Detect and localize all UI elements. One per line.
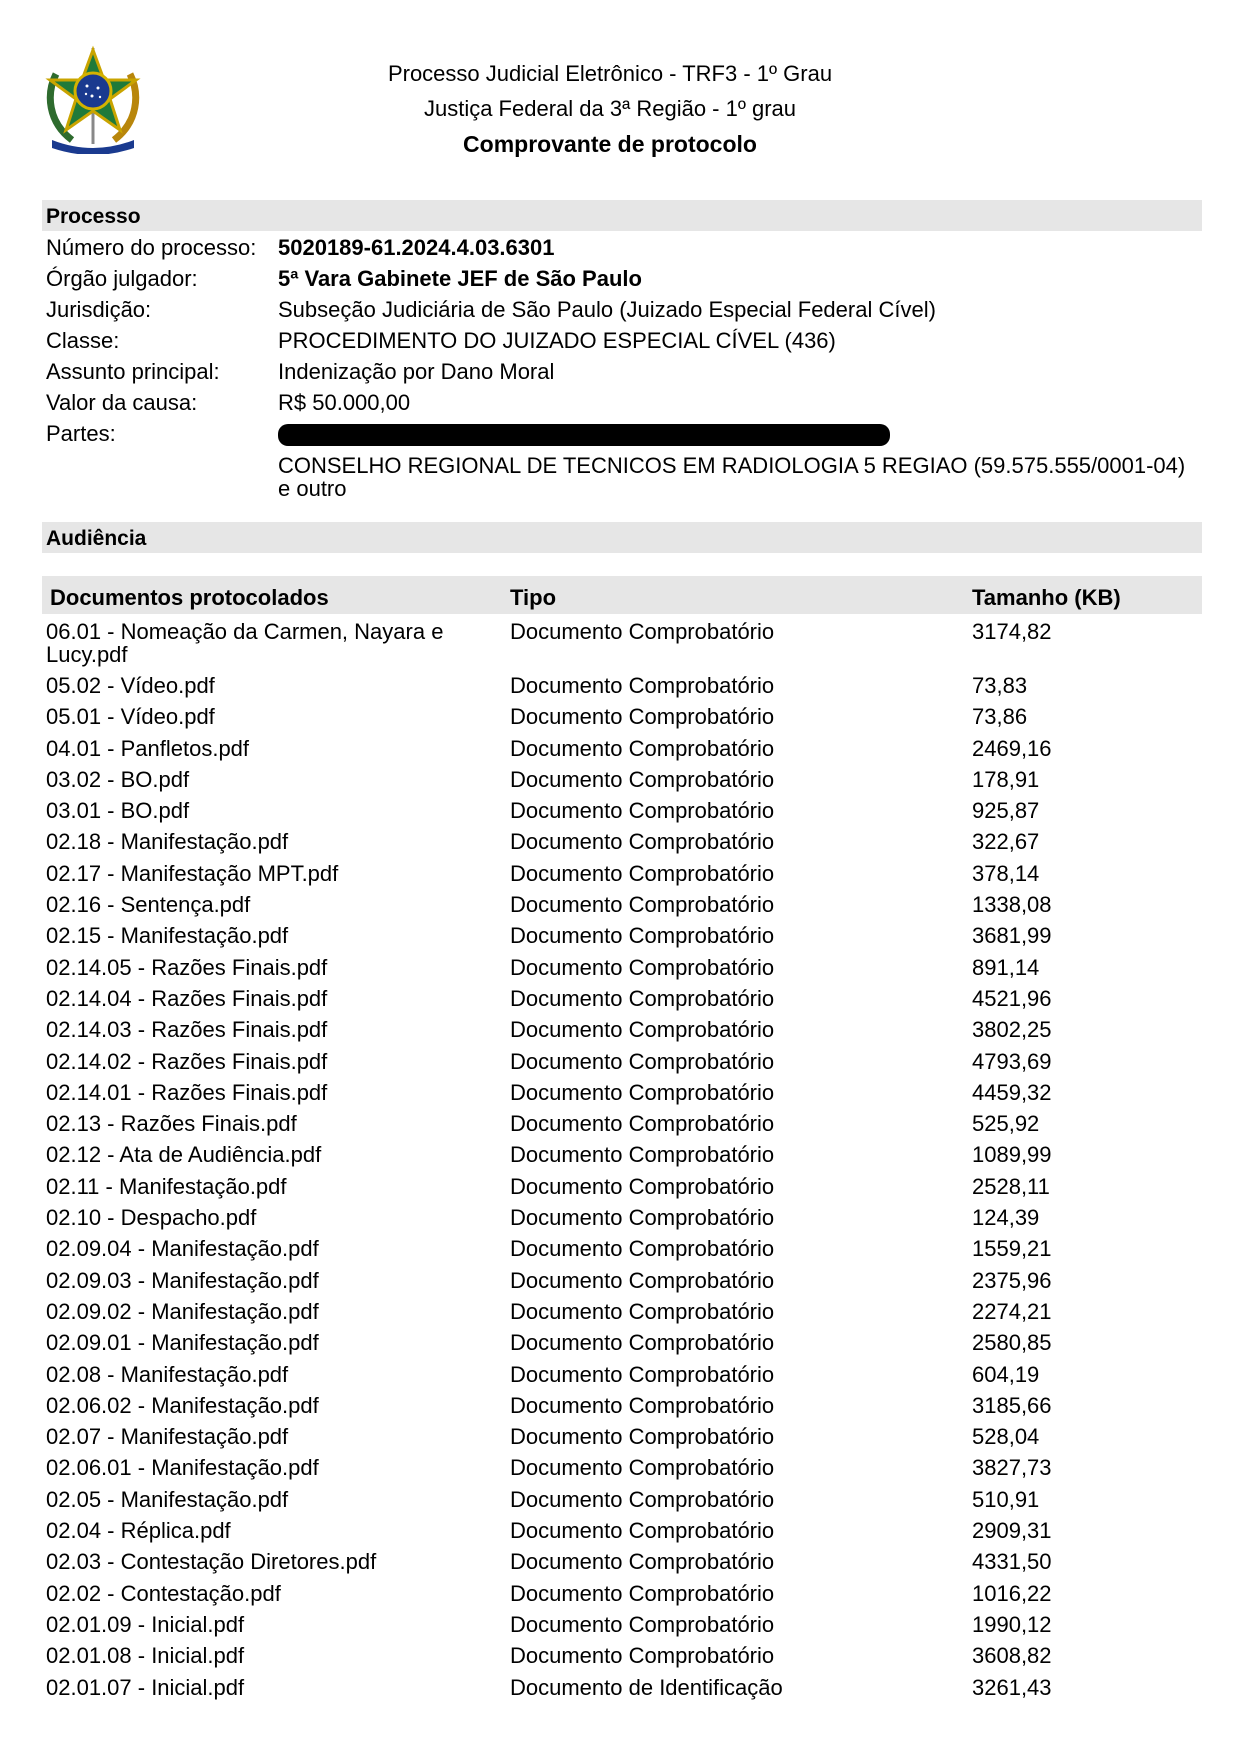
info-row-orgao xyxy=(46,263,1202,294)
value-assunto: Indenização por Dano Moral xyxy=(278,359,555,384)
cell-tipo: Documento Comprobatório xyxy=(510,1048,775,1074)
section-audiencia: Audiência xyxy=(42,522,1202,553)
label-orgao: Órgão julgador: xyxy=(46,266,198,291)
cell-tamanho: 2528,11 xyxy=(972,1173,1050,1199)
cell-nome: 02.03 - Contestação Diretores.pdf xyxy=(46,1549,377,1575)
cell-tipo: Documento Comprobatório xyxy=(510,619,775,644)
cell-nome: 02.14.03 - Razões Finais.pdf xyxy=(46,1017,328,1043)
redaction-bar xyxy=(278,424,890,446)
info-row-numero xyxy=(46,232,1202,263)
cell-nome: 02.02 - Contestação.pdf xyxy=(46,1580,281,1606)
cell-nome: 05.01 - Vídeo.pdf xyxy=(46,704,215,730)
cell-tipo: Documento Comprobatório xyxy=(510,1486,775,1512)
value-orgao: 5ª Vara Gabinete JEF de São Paulo xyxy=(278,266,642,291)
cell-tamanho: 528,04 xyxy=(972,1424,1040,1450)
section-processo: Processo xyxy=(42,200,1202,231)
cell-tipo: Documento Comprobatório xyxy=(510,1518,775,1544)
value-partes: CONSELHO REGIONAL DE TECNICOS EM RADIOLOGIA 5 REGIAO (59.575.555/0001-04) e outro xyxy=(278,453,1186,501)
table-row xyxy=(46,1456,1202,1487)
cell-tamanho: 1990,12 xyxy=(972,1611,1052,1637)
cell-nome: 02.16 - Sentença.pdf xyxy=(46,892,251,918)
table-row xyxy=(46,674,1202,705)
cell-nome: 02.09.03 - Manifestação.pdf xyxy=(46,1267,319,1293)
cell-tamanho: 3681,99 xyxy=(972,923,1052,949)
cell-tamanho: 1016,22 xyxy=(972,1580,1052,1606)
cell-tipo: Documento Comprobatório xyxy=(510,673,775,698)
cell-tamanho: 2469,16 xyxy=(972,735,1052,761)
table-row xyxy=(46,1143,1202,1174)
label-numero: Número do processo: xyxy=(46,235,257,260)
col-header-tamanho: Tamanho (KB) xyxy=(972,585,1121,610)
cell-tamanho: 1559,21 xyxy=(972,1236,1052,1262)
label-partes: Partes: xyxy=(46,421,116,446)
table-row xyxy=(46,620,1202,674)
cell-tipo: Documento Comprobatório xyxy=(510,1580,775,1606)
cell-tipo: Documento Comprobatório xyxy=(510,1111,775,1137)
label-jurisdicao: Jurisdição: xyxy=(46,297,152,322)
cell-tamanho: 510,91 xyxy=(972,1486,1040,1512)
label-classe: Classe: xyxy=(46,328,120,353)
table-row xyxy=(46,737,1202,768)
cell-tamanho: 73,83 xyxy=(972,673,1028,698)
cell-tipo: Documento Comprobatório xyxy=(510,766,775,792)
table-row xyxy=(46,1050,1202,1081)
table-row xyxy=(46,1676,1202,1707)
cell-nome: 02.07 - Manifestação.pdf xyxy=(46,1424,289,1450)
cell-tamanho: 3185,66 xyxy=(972,1392,1052,1418)
cell-nome: 02.13 - Razões Finais.pdf xyxy=(46,1111,297,1137)
cell-tamanho: 3174,82 xyxy=(972,619,1052,644)
value-jurisdicao: Subseção Judiciária de São Paulo (Juizado Especial Federal Cível) xyxy=(278,297,936,322)
table-row xyxy=(46,1237,1202,1268)
cell-tipo: Documento Comprobatório xyxy=(510,1361,775,1387)
info-row-partes xyxy=(46,418,1202,454)
table-row xyxy=(46,1550,1202,1581)
cell-tamanho: 4331,50 xyxy=(972,1549,1052,1575)
cell-tipo: Documento Comprobatório xyxy=(510,1611,775,1637)
cell-nome: 02.09.04 - Manifestação.pdf xyxy=(46,1236,319,1262)
cell-tamanho: 3608,82 xyxy=(972,1643,1052,1669)
cell-tamanho: 322,67 xyxy=(972,829,1040,855)
cell-tamanho: 2274,21 xyxy=(972,1298,1052,1324)
cell-nome: 02.05 - Manifestação.pdf xyxy=(46,1486,289,1512)
table-row xyxy=(46,705,1202,736)
cell-tipo: Documento Comprobatório xyxy=(510,1173,775,1199)
table-row xyxy=(46,987,1202,1018)
table-row xyxy=(46,1363,1202,1394)
cell-tipo: Documento Comprobatório xyxy=(510,1079,775,1105)
cell-tipo: Documento Comprobatório xyxy=(510,735,775,761)
cell-tipo: Documento Comprobatório xyxy=(510,1549,775,1575)
table-row xyxy=(46,956,1202,987)
cell-nome: 02.18 - Manifestação.pdf xyxy=(46,829,289,855)
cell-nome: 02.09.02 - Manifestação.pdf xyxy=(46,1298,319,1324)
cell-tipo: Documento Comprobatório xyxy=(510,704,775,730)
cell-tipo: Documento de Identificação xyxy=(510,1674,783,1700)
cell-tamanho: 3827,73 xyxy=(972,1455,1052,1481)
table-row xyxy=(46,1488,1202,1519)
cell-tipo: Documento Comprobatório xyxy=(510,1017,775,1043)
cell-tamanho: 124,39 xyxy=(972,1205,1040,1231)
cell-tamanho: 925,87 xyxy=(972,798,1040,824)
table-row xyxy=(46,862,1202,893)
cell-tamanho: 3802,25 xyxy=(972,1017,1052,1043)
col-header-tipo: Tipo xyxy=(510,585,557,610)
cell-tipo: Documento Comprobatório xyxy=(510,1142,775,1168)
cell-nome: 02.10 - Despacho.pdf xyxy=(46,1205,257,1231)
cell-tipo: Documento Comprobatório xyxy=(510,1267,775,1293)
info-row-classe xyxy=(46,325,1202,356)
cell-nome: 02.06.01 - Manifestação.pdf xyxy=(46,1455,319,1481)
cell-tamanho: 3261,43 xyxy=(972,1674,1052,1700)
table-row xyxy=(46,893,1202,924)
cell-tamanho: 4459,32 xyxy=(972,1079,1052,1105)
documents-table xyxy=(46,620,1202,1707)
label-assunto: Assunto principal: xyxy=(46,359,220,384)
table-row xyxy=(46,1644,1202,1675)
table-row xyxy=(46,1269,1202,1300)
cell-nome: 02.01.08 - Inicial.pdf xyxy=(46,1643,245,1669)
table-row xyxy=(46,1582,1202,1613)
header-line-1: Processo Judicial Eletrônico - TRF3 - 1º Grau xyxy=(387,61,833,86)
cell-nome: 03.01 - BO.pdf xyxy=(46,798,190,824)
cell-nome: 02.14.01 - Razões Finais.pdf xyxy=(46,1079,328,1105)
cell-tipo: Documento Comprobatório xyxy=(510,1330,775,1356)
document-header xyxy=(320,56,900,162)
cell-tamanho: 525,92 xyxy=(972,1111,1040,1137)
cell-tipo: Documento Comprobatório xyxy=(510,1424,775,1450)
cell-tamanho: 1338,08 xyxy=(972,892,1052,918)
table-row xyxy=(46,799,1202,830)
cell-tamanho: 604,19 xyxy=(972,1361,1040,1387)
cell-tipo: Documento Comprobatório xyxy=(510,985,775,1011)
table-row xyxy=(46,1425,1202,1456)
table-row xyxy=(46,1613,1202,1644)
table-row xyxy=(46,924,1202,955)
cell-tamanho: 378,14 xyxy=(972,860,1040,886)
value-valor: R$ 50.000,00 xyxy=(278,390,411,415)
table-row xyxy=(46,830,1202,861)
table-row xyxy=(46,1112,1202,1143)
table-row xyxy=(46,1206,1202,1237)
cell-nome: 03.02 - BO.pdf xyxy=(46,766,190,792)
cell-nome: 02.01.09 - Inicial.pdf xyxy=(46,1611,245,1637)
documents-table-header xyxy=(42,576,1202,614)
cell-nome: 02.14.04 - Razões Finais.pdf xyxy=(46,985,328,1011)
value-numero: 5020189-61.2024.4.03.6301 xyxy=(278,235,555,260)
cell-nome: 02.04 - Réplica.pdf xyxy=(46,1518,231,1544)
cell-tipo: Documento Comprobatório xyxy=(510,1455,775,1481)
cell-tipo: Documento Comprobatório xyxy=(510,1236,775,1262)
table-row xyxy=(46,1018,1202,1049)
value-classe: PROCEDIMENTO DO JUIZADO ESPECIAL CÍVEL (436) xyxy=(278,328,836,353)
cell-nome: 02.15 - Manifestação.pdf xyxy=(46,923,289,949)
partes-redacted xyxy=(278,418,1202,454)
cell-nome: 02.17 - Manifestação MPT.pdf xyxy=(46,860,339,886)
cell-tamanho: 2580,85 xyxy=(972,1330,1052,1356)
cell-nome: 05.02 - Vídeo.pdf xyxy=(46,673,215,698)
cell-tipo: Documento Comprobatório xyxy=(510,1392,775,1418)
cell-tamanho: 2909,31 xyxy=(972,1518,1052,1544)
info-row-valor xyxy=(46,387,1202,418)
col-header-nome: Documentos protocolados xyxy=(50,585,329,610)
cell-tamanho: 891,14 xyxy=(972,954,1040,980)
cell-tipo: Documento Comprobatório xyxy=(510,923,775,949)
cell-nome: 02.06.02 - Manifestação.pdf xyxy=(46,1392,319,1418)
cell-nome: 02.01.07 - Inicial.pdf xyxy=(46,1674,245,1700)
cell-nome: 02.11 - Manifestação.pdf xyxy=(46,1173,287,1199)
cell-nome: 06.01 - Nomeação da Carmen, Nayara e Lucy.pdf xyxy=(46,619,444,667)
info-row-assunto xyxy=(46,356,1202,387)
cell-nome: 04.01 - Panfletos.pdf xyxy=(46,735,250,761)
cell-tamanho: 73,86 xyxy=(972,704,1028,730)
cell-tipo: Documento Comprobatório xyxy=(510,1643,775,1669)
cell-tipo: Documento Comprobatório xyxy=(510,1205,775,1231)
cell-tipo: Documento Comprobatório xyxy=(510,860,775,886)
cell-tamanho: 178,91 xyxy=(972,766,1040,792)
cell-tipo: Documento Comprobatório xyxy=(510,798,775,824)
cell-nome: 02.09.01 - Manifestação.pdf xyxy=(46,1330,319,1356)
cell-tamanho: 4521,96 xyxy=(972,985,1052,1011)
cell-nome: 02.14.05 - Razões Finais.pdf xyxy=(46,954,328,980)
page-title: Comprovante de protocolo xyxy=(463,131,757,157)
table-row xyxy=(46,1519,1202,1550)
label-valor: Valor da causa: xyxy=(46,390,198,415)
cell-tipo: Documento Comprobatório xyxy=(510,1298,775,1324)
cell-nome: 02.08 - Manifestação.pdf xyxy=(46,1361,289,1387)
cell-tipo: Documento Comprobatório xyxy=(510,892,775,918)
cell-nome: 02.12 - Ata de Audiência.pdf xyxy=(46,1142,322,1168)
process-info xyxy=(46,232,1202,454)
cell-tamanho: 4793,69 xyxy=(972,1048,1052,1074)
cell-tamanho: 1089,99 xyxy=(972,1142,1052,1168)
table-row xyxy=(46,768,1202,799)
table-row xyxy=(46,1300,1202,1331)
cell-nome: 02.14.02 - Razões Finais.pdf xyxy=(46,1048,328,1074)
cell-tipo: Documento Comprobatório xyxy=(510,954,775,980)
table-row xyxy=(46,1175,1202,1206)
cell-tamanho: 2375,96 xyxy=(972,1267,1052,1293)
table-row xyxy=(46,1394,1202,1425)
brazil-coat-of-arms-icon xyxy=(42,44,144,154)
table-row xyxy=(46,1331,1202,1362)
info-row-jurisdicao xyxy=(46,294,1202,325)
header-line-2: Justiça Federal da 3ª Região - 1º grau xyxy=(423,96,797,121)
cell-tipo: Documento Comprobatório xyxy=(510,829,775,855)
table-row xyxy=(46,1081,1202,1112)
